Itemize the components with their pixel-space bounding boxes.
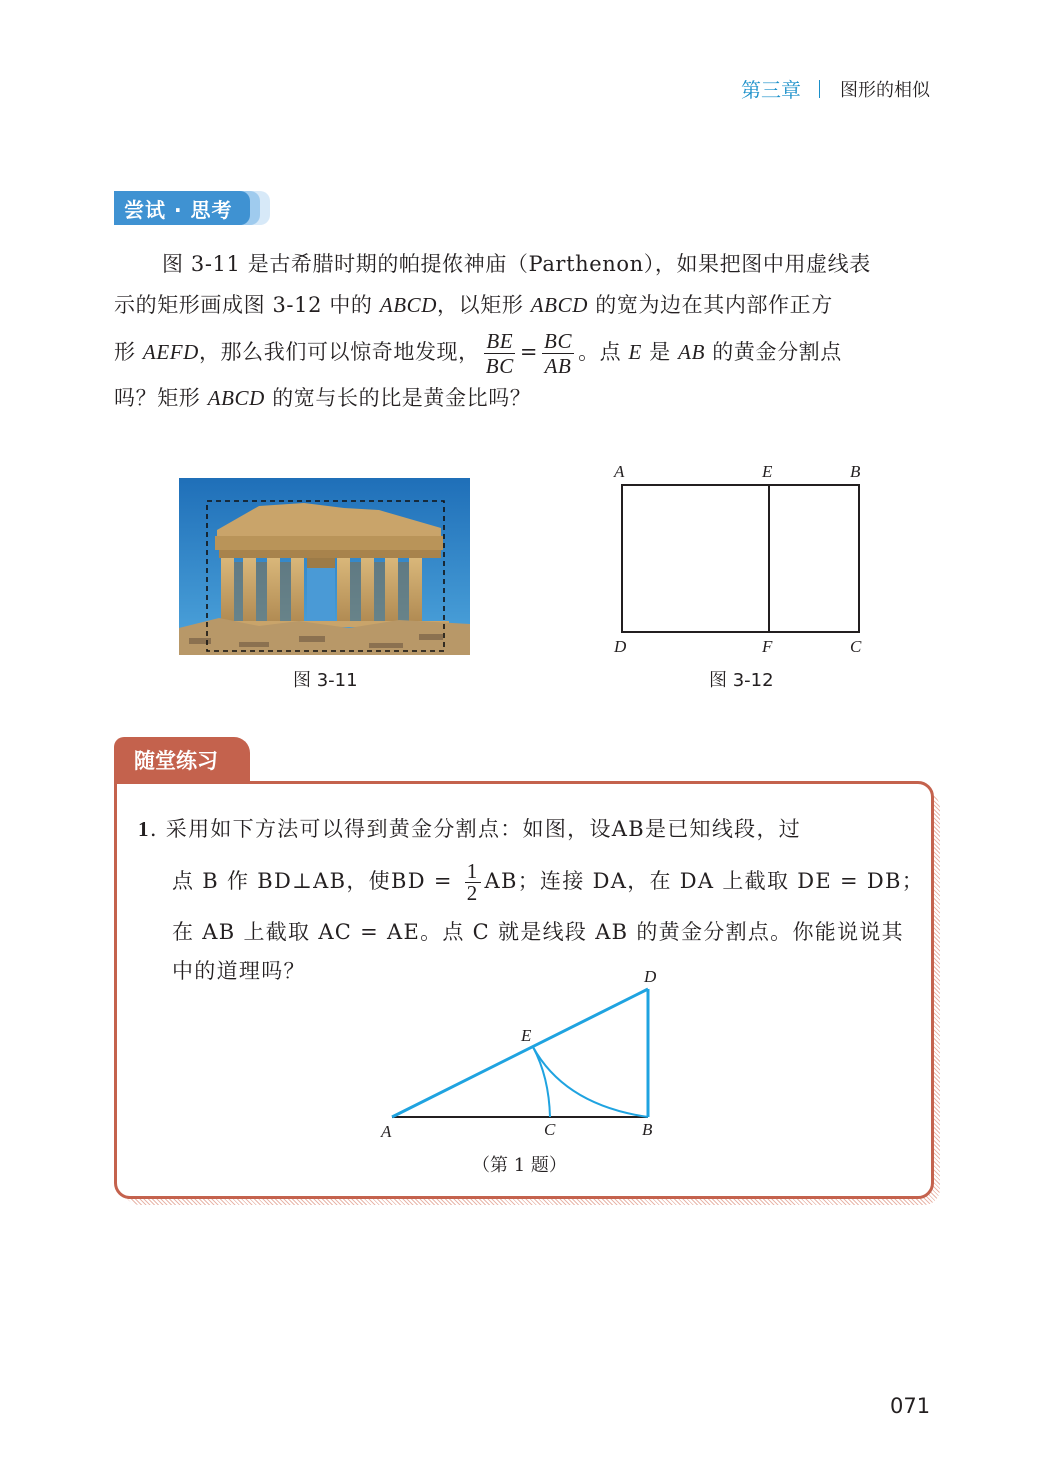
try-think-tag bbox=[114, 191, 272, 225]
exercise-line-3: 在 AB 上截取 AC = AE。点 C 就是线段 AB 的黄金分割点。你能说说其 bbox=[172, 920, 904, 944]
label-e: E bbox=[521, 1026, 532, 1045]
fraction-half: $\frac{1}{2}$ bbox=[466, 859, 479, 905]
label-d: D bbox=[614, 637, 627, 656]
para-line-4: 吗？矩形 ABCD 的宽与长的比是黄金比吗？ bbox=[114, 386, 532, 410]
fraction-be-bc: $\frac{BE}{BC}$ bbox=[485, 329, 514, 378]
chapter-header bbox=[741, 74, 930, 103]
figure-3-12-diagram bbox=[600, 455, 880, 660]
label-a: A bbox=[614, 462, 625, 481]
exercise-1-caption: （第 1 题） bbox=[472, 1155, 567, 1176]
chapter-title: 图形的相似 bbox=[840, 79, 930, 101]
label-c: C bbox=[544, 1120, 556, 1139]
label-b: B bbox=[642, 1120, 653, 1139]
exercise-line-2: 点 B 作 BD⊥AB，使BD = $\frac{1}{2}$ AB；连接 DA，在 DA 上截取 DE = DB； bbox=[172, 859, 925, 905]
figure-3-12-caption: 图 3-12 bbox=[709, 670, 774, 691]
label-e: E bbox=[762, 462, 773, 481]
practice-label: 随堂练习 bbox=[134, 749, 218, 773]
page-number: 071 bbox=[890, 1394, 931, 1418]
exercise-line-4: 中的道理吗？ bbox=[172, 959, 306, 983]
try-think-paragraph bbox=[114, 244, 934, 419]
label-c: C bbox=[850, 637, 862, 656]
figure-3-11-caption: 图 3-11 bbox=[293, 670, 358, 691]
chapter-label: 第三章 bbox=[741, 78, 801, 102]
label-f: F bbox=[762, 637, 773, 656]
para-line-1: 图 3-11 是古希腊时期的帕提侬神庙（Parthenon），如果把图中用虚线表 bbox=[162, 252, 871, 276]
label-a: A bbox=[381, 1122, 392, 1141]
header-divider bbox=[819, 80, 820, 98]
label-b: B bbox=[850, 462, 861, 481]
parthenon-photo bbox=[179, 478, 470, 655]
try-think-label: 尝试 · 思考 bbox=[124, 198, 233, 222]
exercise-line-1: 1. 采用如下方法可以得到黄金分割点：如图，设AB是已知线段，过 bbox=[138, 817, 802, 841]
practice-tag bbox=[114, 737, 250, 783]
label-d: D bbox=[644, 967, 657, 986]
fraction-bc-ab: $\frac{BC}{AB}$ bbox=[544, 329, 573, 378]
para-line-2: 示的矩形画成图 3-12 中的 ABCD，以矩形 ABCD 的宽为边在其内部作正方 bbox=[114, 293, 833, 317]
para-line-3: 形 AEFD，那么我们可以惊奇地发现， $\frac{BE}{BC}$ = $\frac{BC}{AB}$ 。点 E 是 AB 的黄金分割点 bbox=[114, 329, 842, 378]
